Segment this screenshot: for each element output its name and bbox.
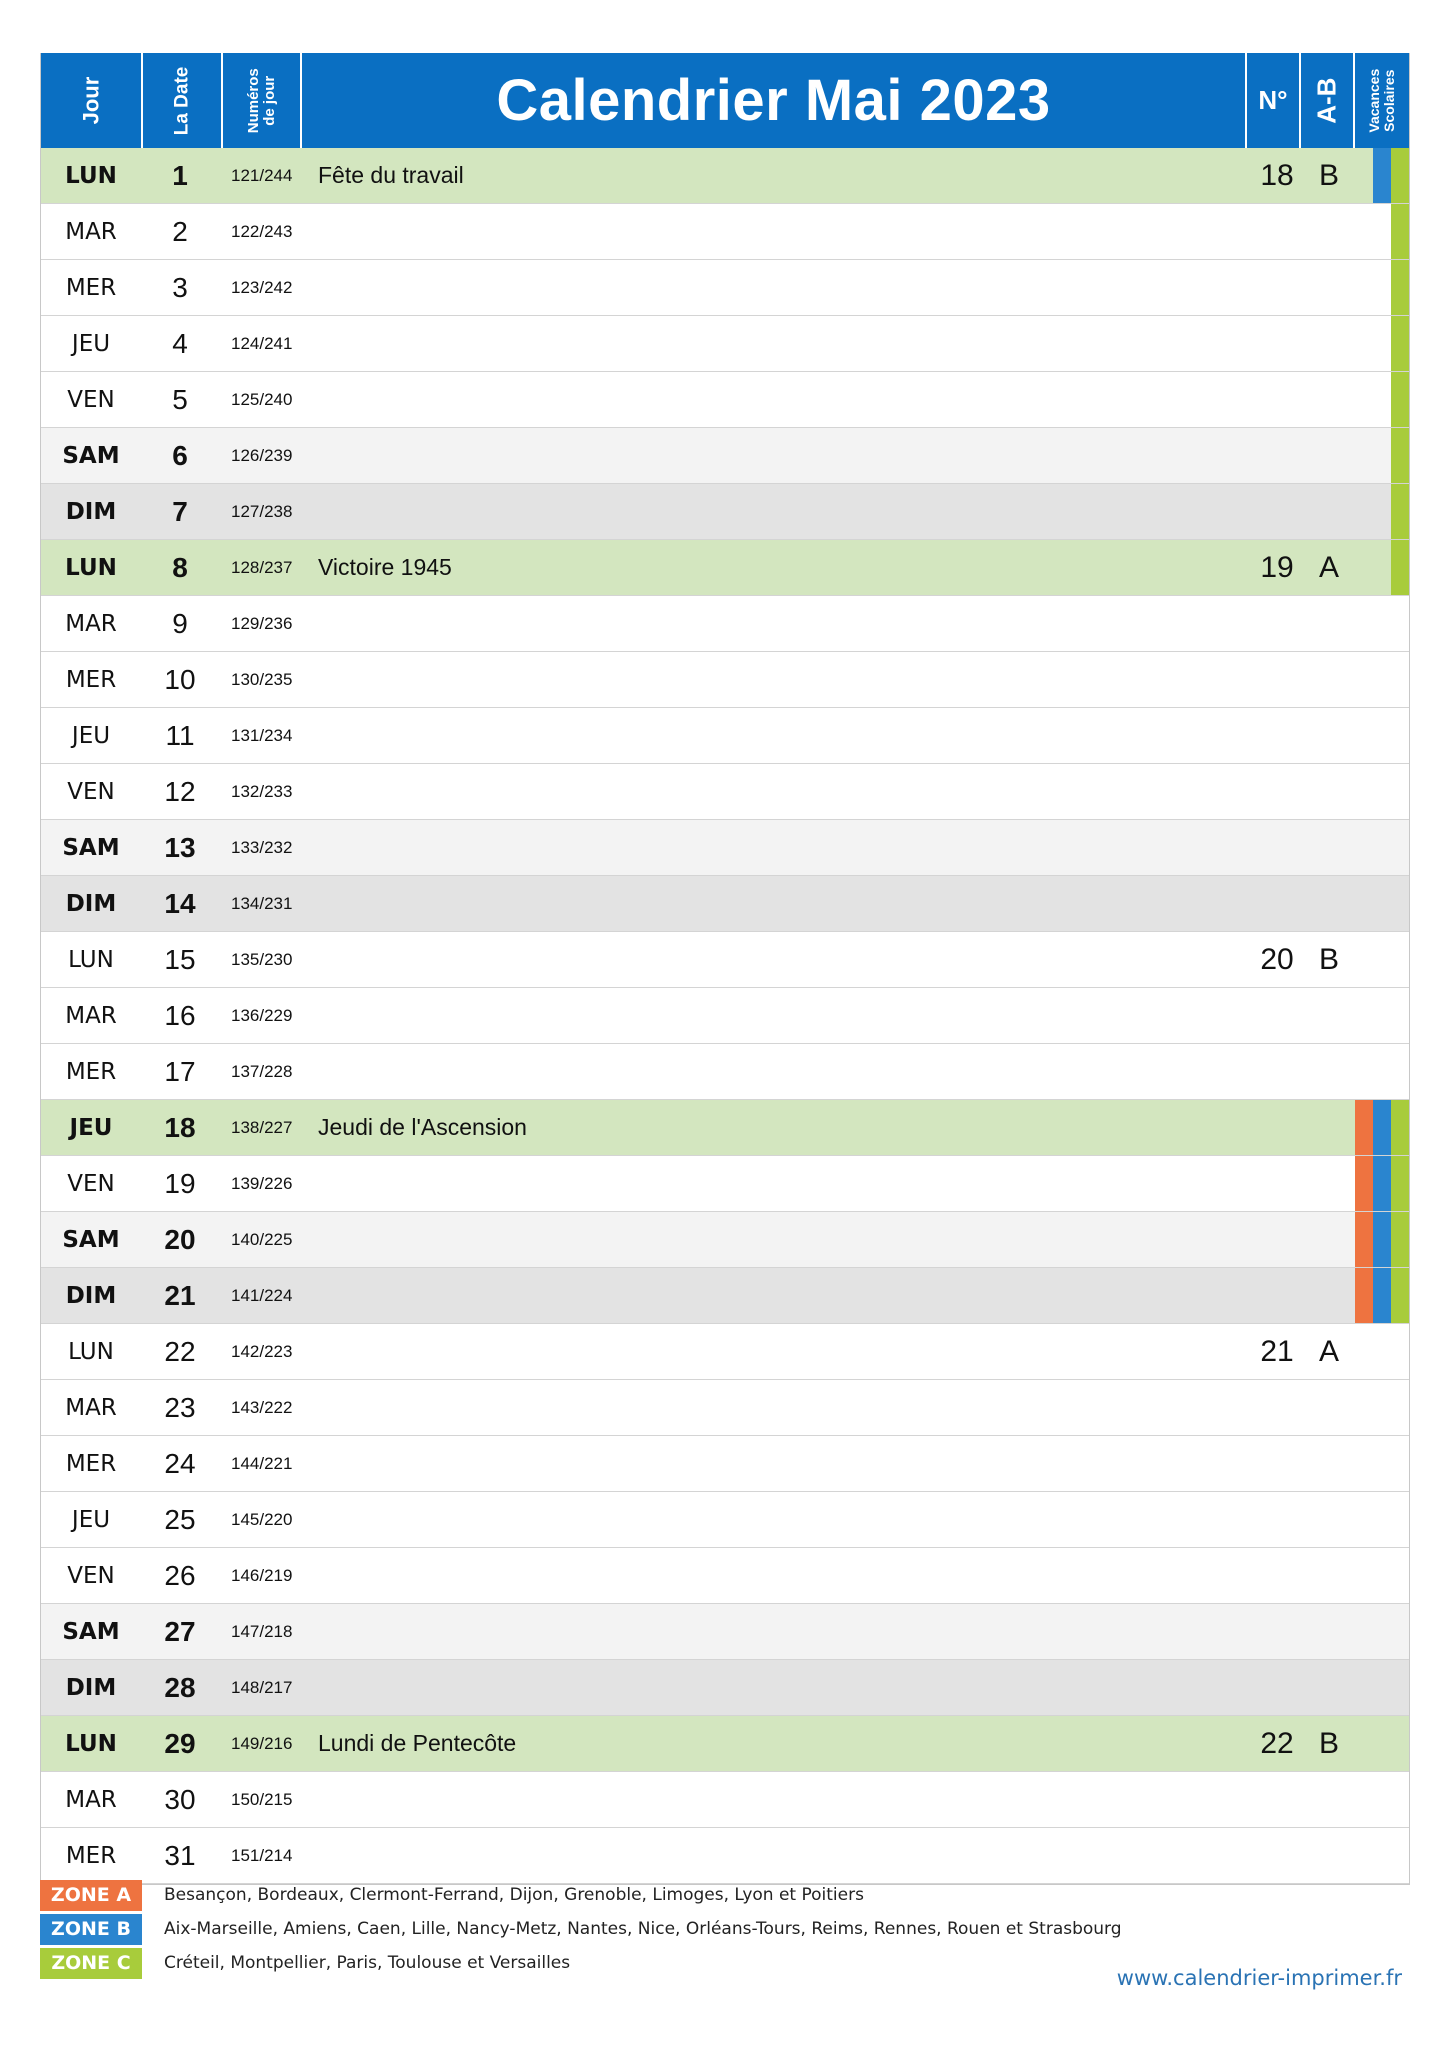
vacances-cell xyxy=(1355,820,1409,875)
day-of-year: 128/237 xyxy=(231,557,293,577)
date-number: 30 xyxy=(164,1783,196,1815)
zone-a-bar xyxy=(1355,1156,1373,1211)
vacances-cell xyxy=(1355,1268,1409,1323)
vacances-cell xyxy=(1355,1044,1409,1099)
zone-b-cities: Aix-Marseille, Amiens, Caen, Lille, Nancy-Metz, Nantes, Nice, Orléans-Tours, Reims, Rennes, Rouen et Strasbourg xyxy=(164,1919,1122,1939)
table-row xyxy=(41,876,1409,932)
day-of-year: 143/222 xyxy=(231,1397,293,1417)
table-row xyxy=(41,596,1409,652)
header-vacances xyxy=(1355,53,1409,148)
table-row xyxy=(41,1100,1409,1156)
zone-c-bar xyxy=(1391,1156,1409,1211)
zone-c-bar xyxy=(1391,484,1409,539)
header-ab xyxy=(1301,53,1355,148)
week-number: 21 xyxy=(1260,1334,1294,1368)
vacances-cell xyxy=(1355,484,1409,539)
table-row xyxy=(41,988,1409,1044)
week-number: 20 xyxy=(1260,942,1294,976)
zone-c-bar xyxy=(1391,1268,1409,1323)
table-row xyxy=(41,1156,1409,1212)
day-name: MAR xyxy=(65,610,117,637)
table-row xyxy=(41,764,1409,820)
table-row xyxy=(41,204,1409,260)
website-link[interactable]: www.calendrier-imprimer.fr xyxy=(1116,1966,1402,1990)
day-of-year: 124/241 xyxy=(231,333,293,353)
table-row xyxy=(41,708,1409,764)
header-week-number xyxy=(1247,53,1301,148)
vacances-cell xyxy=(1355,1548,1409,1603)
date-number: 4 xyxy=(172,327,188,359)
day-of-year: 141/224 xyxy=(231,1285,293,1305)
day-name: SAM xyxy=(62,442,120,469)
zone-a-bar xyxy=(1355,1100,1373,1155)
day-name: JEU xyxy=(71,722,111,749)
date-number: 11 xyxy=(165,719,195,751)
date-number: 15 xyxy=(164,943,196,975)
week-number: 18 xyxy=(1260,158,1294,192)
header-date xyxy=(143,53,223,148)
table-row xyxy=(41,372,1409,428)
table-row xyxy=(41,1828,1409,1884)
day-name: DIM xyxy=(65,498,117,525)
zone-a-bar xyxy=(1355,1268,1373,1323)
vacances-cell xyxy=(1355,1716,1409,1771)
week-ab: B xyxy=(1318,942,1339,976)
table-row xyxy=(41,1044,1409,1100)
day-name: JEU xyxy=(71,1506,111,1533)
zone-c-bar xyxy=(1391,372,1409,427)
vacances-cell xyxy=(1355,260,1409,315)
table-row xyxy=(41,1772,1409,1828)
day-of-year: 148/217 xyxy=(231,1677,293,1697)
vacances-cell xyxy=(1355,1324,1409,1379)
day-name: JEU xyxy=(69,1114,113,1141)
week-ab: A xyxy=(1318,550,1339,584)
header-title-cell xyxy=(302,53,1247,148)
vacances-cell xyxy=(1355,428,1409,483)
zone-c-cities: Créteil, Montpellier, Paris, Toulouse et Versailles xyxy=(164,1953,571,1973)
page-title: Calendrier Mai 2023 xyxy=(496,68,1051,133)
vacances-cell xyxy=(1355,372,1409,427)
day-name: VEN xyxy=(67,778,115,805)
date-number: 8 xyxy=(172,551,188,583)
day-of-year: 137/228 xyxy=(231,1061,293,1081)
day-name: SAM xyxy=(62,1618,120,1645)
day-name: MAR xyxy=(65,1786,117,1813)
vacances-cell xyxy=(1355,764,1409,819)
vacances-cell xyxy=(1355,1100,1409,1155)
vacances-cell xyxy=(1355,596,1409,651)
table-row xyxy=(41,820,1409,876)
zone-a-cities: Besançon, Bordeaux, Clermont-Ferrand, Dijon, Grenoble, Limoges, Lyon et Poitiers xyxy=(164,1885,864,1905)
day-of-year: 147/218 xyxy=(231,1621,293,1641)
zone-b-bar xyxy=(1373,148,1391,203)
day-name: DIM xyxy=(65,1674,117,1701)
zone-c-bar xyxy=(1391,148,1409,203)
vacances-cell xyxy=(1355,1828,1409,1883)
legend-row xyxy=(40,1878,1408,1912)
date-number: 20 xyxy=(164,1223,196,1255)
vacances-cell xyxy=(1355,1436,1409,1491)
vacances-cell xyxy=(1355,708,1409,763)
day-name: SAM xyxy=(62,834,120,861)
day-of-year: 133/232 xyxy=(231,837,293,857)
table-row xyxy=(41,148,1409,204)
day-of-year: 145/220 xyxy=(231,1509,293,1529)
day-of-year: 139/226 xyxy=(231,1173,293,1193)
date-number: 22 xyxy=(164,1335,196,1367)
table-row xyxy=(41,484,1409,540)
day-of-year: 146/219 xyxy=(231,1565,293,1585)
date-number: 12 xyxy=(164,775,196,807)
header-date-label: La Date xyxy=(171,66,193,135)
table-row xyxy=(41,652,1409,708)
date-number: 31 xyxy=(164,1839,196,1871)
day-name: MAR xyxy=(65,1394,117,1421)
day-of-year: 122/243 xyxy=(231,221,293,241)
zone-c-bar xyxy=(1391,260,1409,315)
day-name: MER xyxy=(65,1842,117,1869)
date-number: 1 xyxy=(172,159,188,191)
day-of-year: 121/244 xyxy=(231,165,293,185)
day-name: MAR xyxy=(65,218,117,245)
vacances-cell xyxy=(1355,1604,1409,1659)
date-number: 5 xyxy=(172,383,188,415)
header-ab-label: A-B xyxy=(1311,77,1342,124)
day-of-year: 134/231 xyxy=(231,893,293,913)
zone-b-bar xyxy=(1373,1156,1391,1211)
header-vac-line1: Vacances xyxy=(1366,68,1383,133)
week-ab: B xyxy=(1318,158,1339,192)
zone-a-tag: ZONE A xyxy=(40,1880,142,1911)
header-vac-line2: Scolaires xyxy=(1381,69,1397,132)
day-of-year: 135/230 xyxy=(231,949,293,969)
header-day-numbers xyxy=(223,53,302,148)
day-name: MER xyxy=(65,1058,117,1085)
table-row xyxy=(41,1380,1409,1436)
date-number: 25 xyxy=(164,1503,196,1535)
date-number: 13 xyxy=(164,831,196,863)
header-week-label: N° xyxy=(1258,85,1288,115)
day-name: LUN xyxy=(65,554,117,581)
date-number: 16 xyxy=(164,999,196,1031)
day-of-year: 142/223 xyxy=(231,1341,293,1361)
day-of-year: 151/214 xyxy=(231,1845,293,1865)
table-row xyxy=(41,1324,1409,1380)
zone-a-bar xyxy=(1355,1212,1373,1267)
day-name: LUN xyxy=(65,162,117,189)
header-day-label: Jour xyxy=(78,76,104,125)
vacances-cell xyxy=(1355,540,1409,595)
day-name: JEU xyxy=(71,330,111,357)
zone-c-bar xyxy=(1391,540,1409,595)
table-row xyxy=(41,1660,1409,1716)
vacances-cell xyxy=(1355,876,1409,931)
zone-b-bar xyxy=(1373,1212,1391,1267)
header-day xyxy=(41,53,143,148)
date-number: 29 xyxy=(164,1727,196,1759)
vacances-cell xyxy=(1355,1156,1409,1211)
table-row xyxy=(41,1604,1409,1660)
date-number: 14 xyxy=(164,887,196,919)
date-number: 17 xyxy=(164,1055,196,1087)
holiday-label: Victoire 1945 xyxy=(318,554,452,580)
day-name: VEN xyxy=(67,1562,115,1589)
week-ab: B xyxy=(1318,1726,1339,1760)
day-name: VEN xyxy=(67,386,115,413)
zone-b-tag: ZONE B xyxy=(40,1914,142,1945)
holiday-label: Lundi de Pentecôte xyxy=(318,1730,517,1756)
table-row xyxy=(41,540,1409,596)
week-number: 19 xyxy=(1260,550,1294,584)
zone-c-bar xyxy=(1391,428,1409,483)
date-number: 28 xyxy=(164,1671,196,1703)
table-row xyxy=(41,932,1409,988)
date-number: 19 xyxy=(164,1167,196,1199)
vacances-cell xyxy=(1355,1212,1409,1267)
day-name: MER xyxy=(65,666,117,693)
day-of-year: 130/235 xyxy=(231,669,293,689)
day-of-year: 136/229 xyxy=(231,1005,293,1025)
table-row xyxy=(41,1548,1409,1604)
table-row xyxy=(41,1268,1409,1324)
zone-c-bar xyxy=(1391,1212,1409,1267)
date-number: 7 xyxy=(172,495,188,527)
date-number: 6 xyxy=(172,439,188,471)
day-name: DIM xyxy=(65,890,117,917)
date-number: 21 xyxy=(164,1279,196,1311)
vacances-cell xyxy=(1355,652,1409,707)
date-number: 10 xyxy=(164,663,196,695)
vacances-cell xyxy=(1355,316,1409,371)
day-of-year: 144/221 xyxy=(231,1453,293,1473)
day-of-year: 126/239 xyxy=(231,445,293,465)
zone-c-tag: ZONE C xyxy=(40,1948,142,1979)
day-name: MER xyxy=(65,1450,117,1477)
holiday-label: Fête du travail xyxy=(318,162,464,188)
table-row xyxy=(41,1436,1409,1492)
day-of-year: 149/216 xyxy=(231,1733,293,1753)
vacances-cell xyxy=(1355,932,1409,987)
week-number: 22 xyxy=(1260,1726,1294,1760)
zone-b-bar xyxy=(1373,1100,1391,1155)
table-body xyxy=(41,148,1409,1884)
table-row xyxy=(41,1212,1409,1268)
zone-c-bar xyxy=(1391,316,1409,371)
day-name: MER xyxy=(65,274,117,301)
zones-legend xyxy=(40,1878,1408,1990)
date-number: 3 xyxy=(172,271,188,303)
table-header xyxy=(41,53,1409,148)
table-row xyxy=(41,260,1409,316)
date-number: 26 xyxy=(164,1559,196,1591)
date-number: 2 xyxy=(172,215,188,247)
vacances-cell xyxy=(1355,988,1409,1043)
vacances-cell xyxy=(1355,1660,1409,1715)
header-numbers-line1: Numéros xyxy=(244,67,262,134)
day-name: DIM xyxy=(65,1282,117,1309)
date-number: 23 xyxy=(164,1391,196,1423)
header-numbers-line2: de jour xyxy=(260,75,278,126)
table-row xyxy=(41,1716,1409,1772)
date-number: 27 xyxy=(164,1615,196,1647)
day-of-year: 150/215 xyxy=(231,1789,293,1809)
legend-row xyxy=(40,1912,1408,1946)
day-of-year: 127/238 xyxy=(231,501,293,521)
week-ab: A xyxy=(1318,1334,1339,1368)
date-number: 18 xyxy=(164,1111,196,1143)
table-row xyxy=(41,1492,1409,1548)
date-number: 24 xyxy=(164,1447,196,1479)
day-name: LUN xyxy=(65,1730,117,1757)
day-name: MAR xyxy=(65,1002,117,1029)
day-of-year: 140/225 xyxy=(231,1229,293,1249)
day-of-year: 125/240 xyxy=(231,389,293,409)
holiday-label: Jeudi de l'Ascension xyxy=(318,1114,527,1140)
calendar-table xyxy=(40,53,1410,1885)
day-of-year: 129/236 xyxy=(231,613,293,633)
vacances-cell xyxy=(1355,1772,1409,1827)
vacances-cell xyxy=(1355,204,1409,259)
zone-c-bar xyxy=(1391,1100,1409,1155)
vacances-cell xyxy=(1355,1492,1409,1547)
day-name: VEN xyxy=(67,1170,115,1197)
day-of-year: 123/242 xyxy=(231,277,293,297)
zone-b-bar xyxy=(1373,1268,1391,1323)
day-name: LUN xyxy=(68,1338,114,1365)
day-of-year: 131/234 xyxy=(231,725,293,745)
vacances-cell xyxy=(1355,148,1409,203)
day-of-year: 132/233 xyxy=(231,781,293,801)
table-row xyxy=(41,428,1409,484)
zone-c-bar xyxy=(1391,204,1409,259)
day-name: LUN xyxy=(68,946,114,973)
date-number: 9 xyxy=(172,607,188,639)
day-name: SAM xyxy=(62,1226,120,1253)
day-of-year: 138/227 xyxy=(231,1117,293,1137)
vacances-cell xyxy=(1355,1380,1409,1435)
table-row xyxy=(41,316,1409,372)
